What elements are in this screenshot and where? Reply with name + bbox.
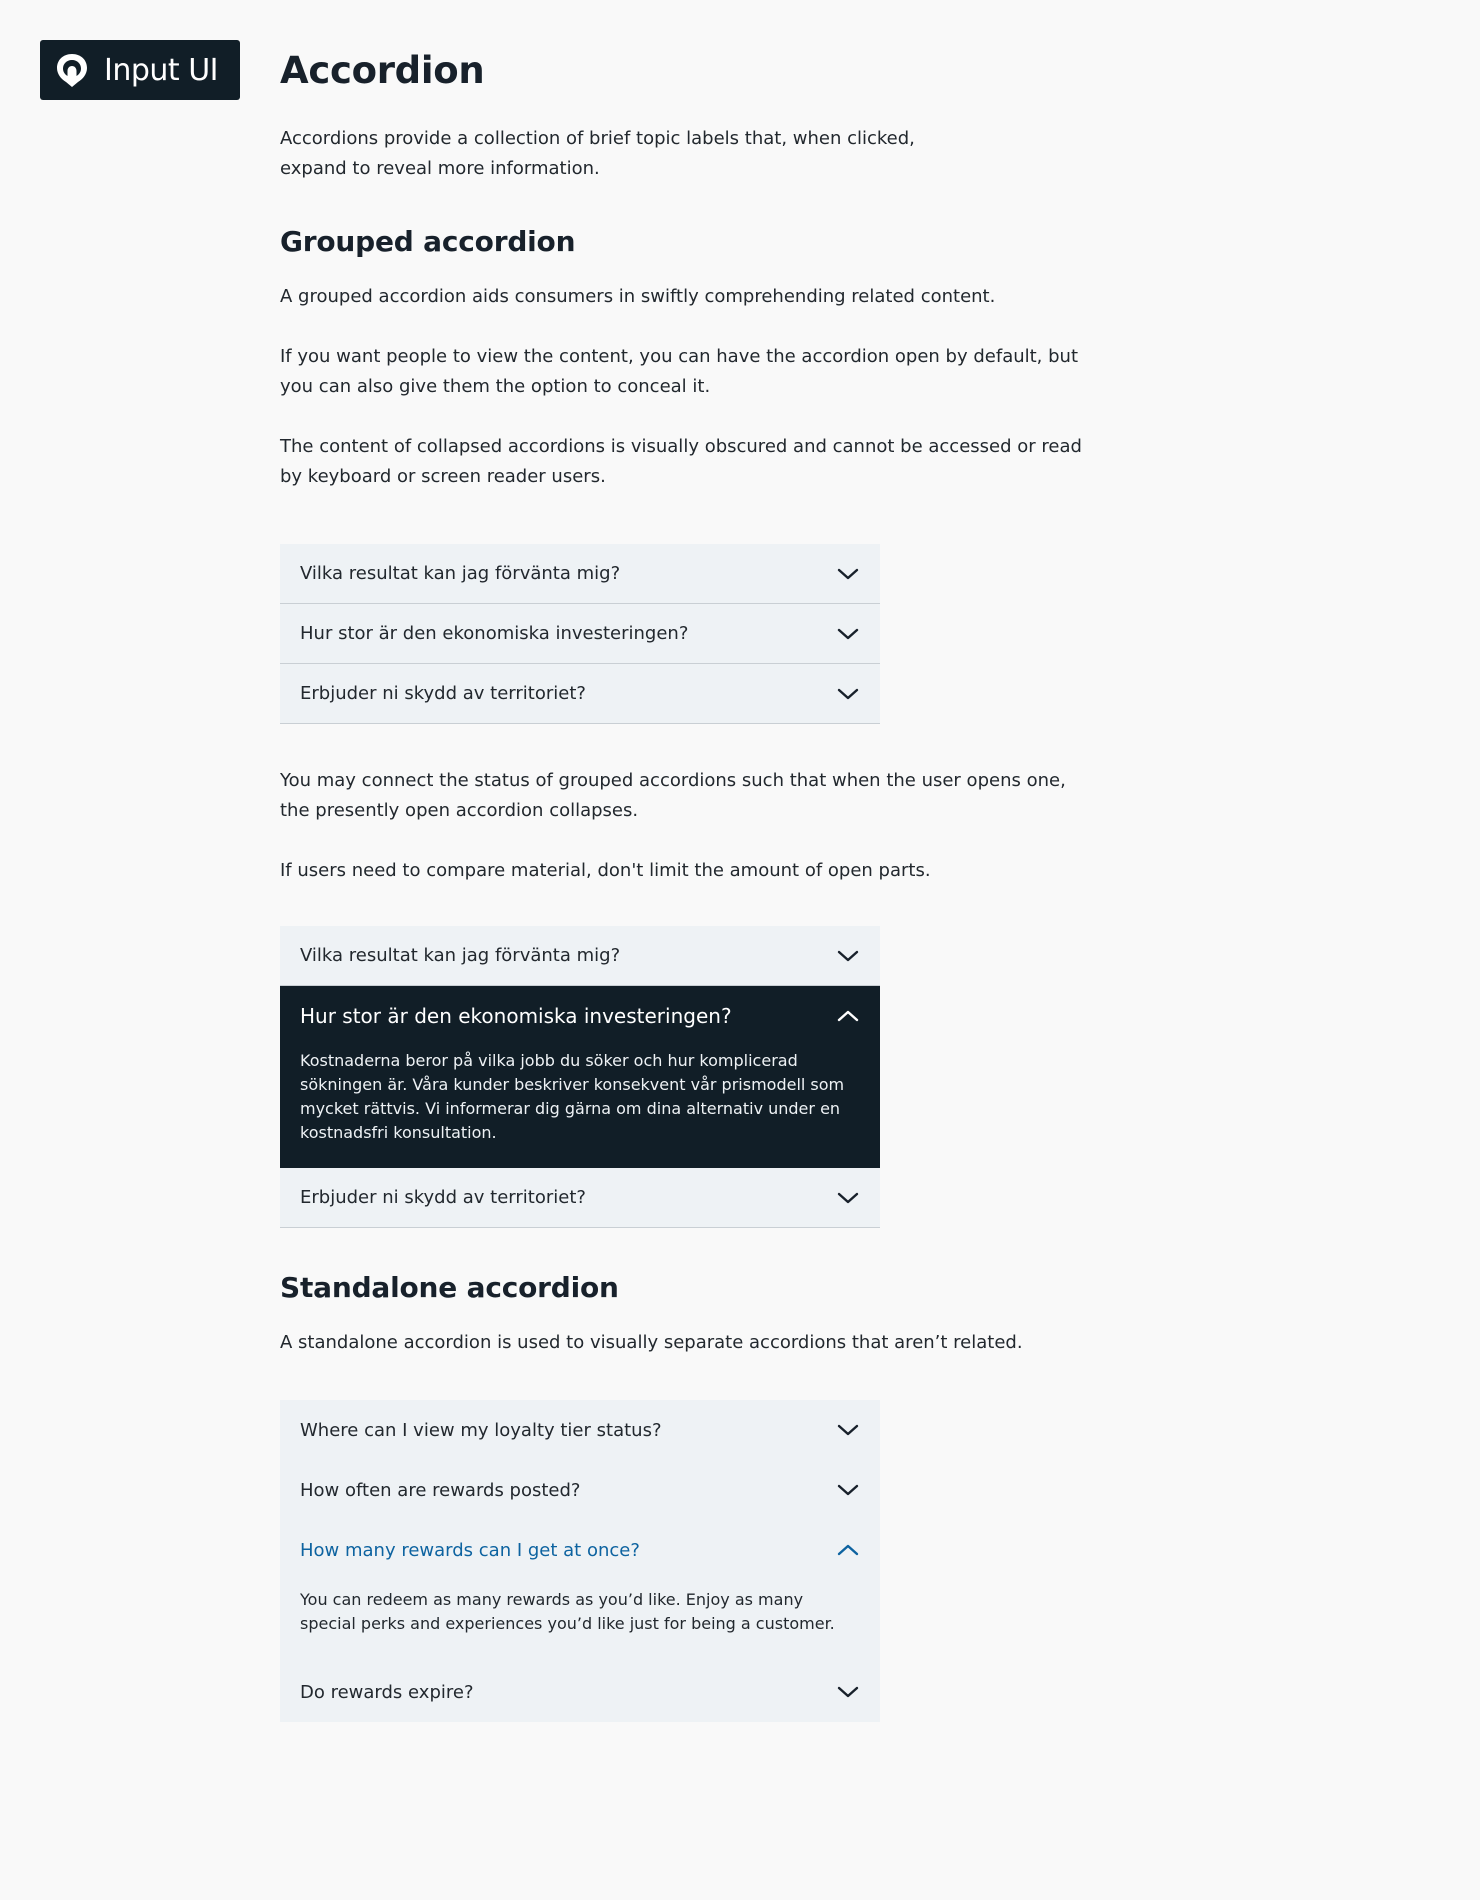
accordion-item <box>280 1168 880 1228</box>
accordion-question: Erbjuder ni skydd av territoriet? <box>300 1187 586 1208</box>
standalone-heading: Standalone accordion <box>280 1271 619 1304</box>
chevron-down-icon <box>836 1680 860 1704</box>
accordion-question: Hur stor är den ekonomiska investeringen? <box>300 623 689 644</box>
accordion-question: How often are rewards posted? <box>300 1479 581 1501</box>
accordion-question: Vilka resultat kan jag förvänta mig? <box>300 563 621 584</box>
grouped-paragraph-4: You may connect the status of grouped accordions such that when the user opens one, the presently open accordion collapses. <box>280 770 1066 821</box>
accordion-header[interactable] <box>280 926 880 985</box>
accordion-header[interactable] <box>280 604 880 663</box>
chevron-down-icon <box>836 1186 860 1210</box>
accordion-header[interactable] <box>280 544 880 603</box>
chevron-up-icon <box>836 1004 860 1028</box>
accordion-question: Do rewards expire? <box>300 1681 474 1703</box>
accordion-header[interactable] <box>280 664 880 723</box>
input-ui-logo-icon <box>54 52 90 88</box>
page-intro: Accordions provide a collection of brief topic labels that, when clicked, expand to reveal more information. <box>280 128 915 179</box>
grouped-paragraph-5: If users need to compare material, don't limit the amount of open parts. <box>280 860 931 881</box>
grouped-paragraph-2: If you want people to view the content, you can have the accordion open by default, but you can also give them the option to conceal it. <box>280 346 1079 397</box>
chevron-down-icon <box>836 1478 860 1502</box>
accordion-answer: You can redeem as many rewards as you’d like. Enjoy as many special perks and experiences you’d like just for being a customer. <box>300 1590 835 1633</box>
accordion-header[interactable] <box>280 1520 880 1580</box>
accordion-header[interactable] <box>280 1460 880 1520</box>
accordion-item <box>280 604 880 664</box>
accordion-header[interactable] <box>280 1662 880 1722</box>
chevron-down-icon <box>836 1418 860 1442</box>
accordion-question: Erbjuder ni skydd av territoriet? <box>300 683 586 704</box>
chevron-down-icon <box>836 622 860 646</box>
brand-name: Input UI <box>104 52 219 88</box>
chevron-down-icon <box>836 562 860 586</box>
accordion-header[interactable] <box>280 986 880 1045</box>
accordion-header[interactable] <box>280 1400 880 1460</box>
grouped-heading: Grouped accordion <box>280 225 576 258</box>
accordion-item <box>280 1400 880 1460</box>
accordion-item <box>280 664 880 724</box>
accordion-question: Vilka resultat kan jag förvänta mig? <box>300 945 621 966</box>
accordion-item <box>280 926 880 986</box>
brand-logo[interactable] <box>40 40 240 100</box>
chevron-up-icon <box>836 1538 860 1562</box>
accordion-item <box>280 1460 880 1520</box>
accordion-question: Where can I view my loyalty tier status? <box>300 1419 662 1441</box>
main-content <box>280 46 1100 1722</box>
chevron-down-icon <box>836 944 860 968</box>
grouped-accordion-expanded <box>280 926 880 1228</box>
chevron-down-icon <box>836 682 860 706</box>
accordion-answer: Kostnaderna beror på vilka jobb du söker och hur komplicerad sökningen är. Våra kunder beskriver konsekvent vår prismodell som mycket rättvis. Vi informerar dig gärna om dina alternativ under en kostnadsfri konsultation. <box>300 1051 845 1142</box>
accordion-header[interactable] <box>280 1168 880 1227</box>
standalone-accordion <box>280 1400 880 1722</box>
accordion-question: How many rewards can I get at once? <box>300 1539 640 1561</box>
accordion-item <box>280 1662 880 1722</box>
grouped-paragraph-1: A grouped accordion aids consumers in swiftly comprehending related content. <box>280 286 996 307</box>
accordion-item-expanded <box>280 986 880 1168</box>
accordion-item <box>280 544 880 604</box>
standalone-paragraph-1: A standalone accordion is used to visually separate accordions that aren’t related. <box>280 1332 1023 1353</box>
accordion-question: Hur stor är den ekonomiska investeringen? <box>300 1003 732 1028</box>
accordion-item-expanded <box>280 1520 880 1662</box>
page-title: Accordion <box>280 49 485 92</box>
grouped-accordion-collapsed <box>280 544 880 724</box>
grouped-paragraph-3: The content of collapsed accordions is visually obscured and cannot be accessed or read by keyboard or screen reader users. <box>280 436 1082 487</box>
